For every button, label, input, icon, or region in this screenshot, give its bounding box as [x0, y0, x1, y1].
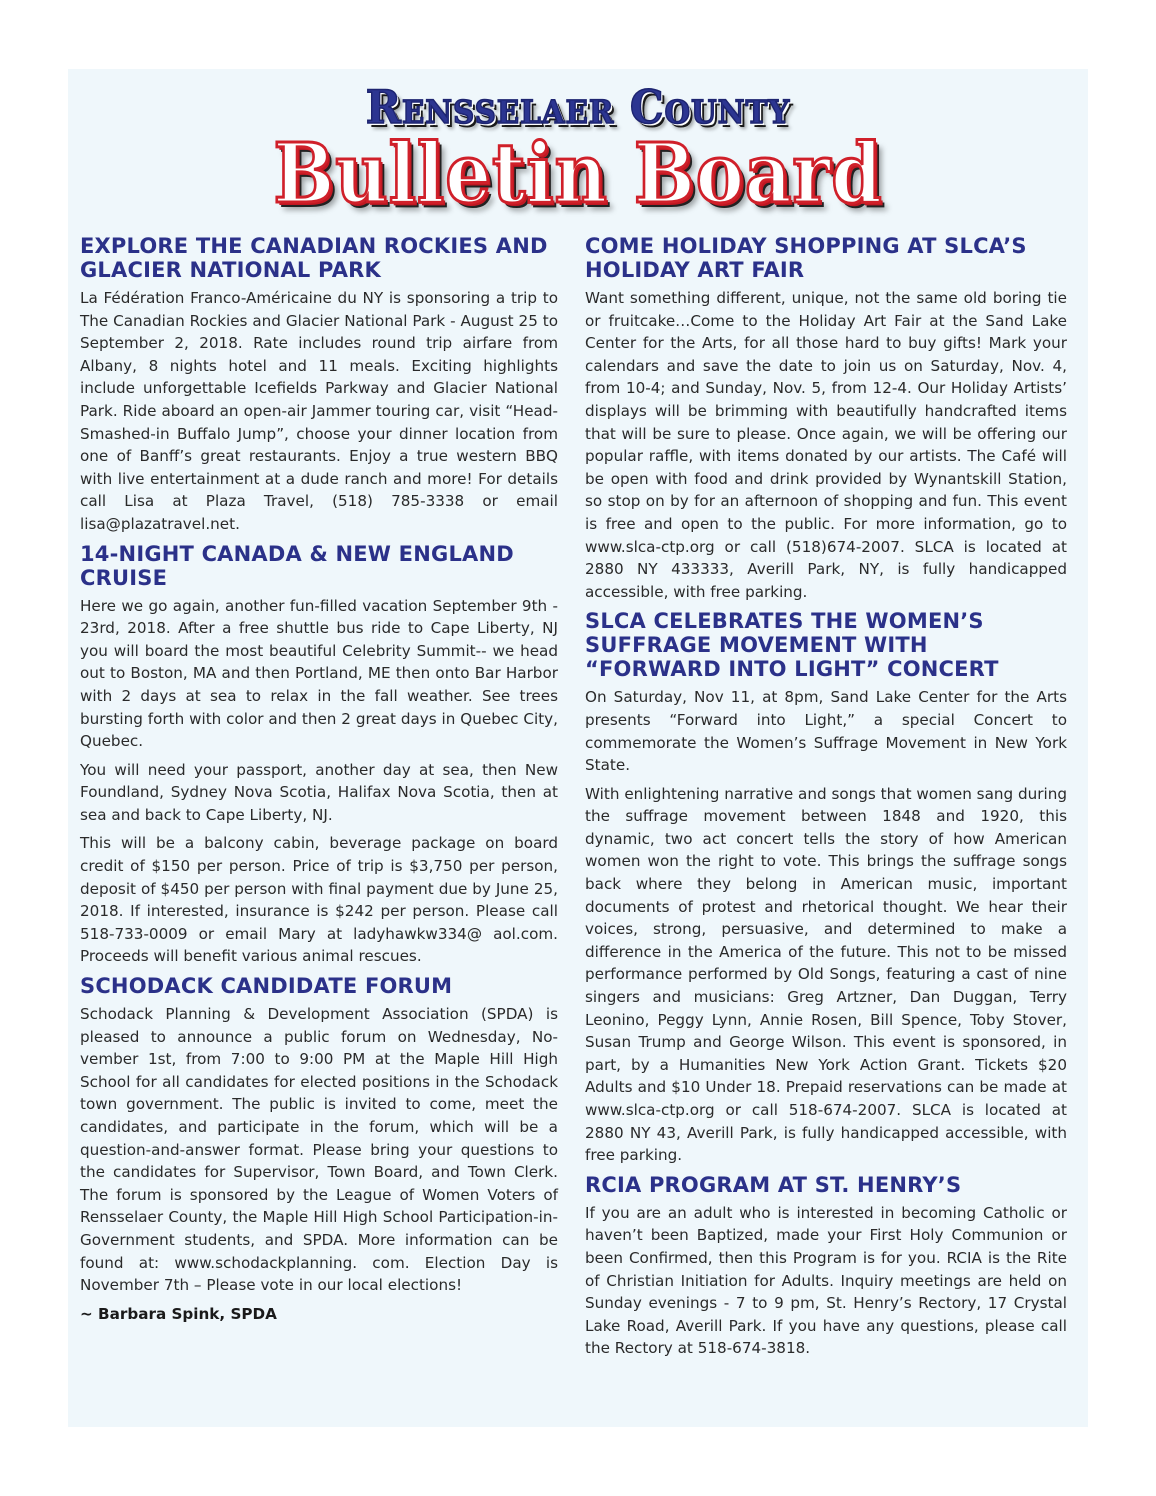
article-paragraph: Want something different, unique, not the same old boring tie or fruitcake…Come to the Holiday Art Fair at the Sand Lake Center for the Arts, for all those hard to buy gifts! Mark your calendars and save the date to join us on Saturday, Nov. 4, from 10-4; and Sunday, Nov. 5, from 12-4. Our Holiday Artists’ displays will be brimming with beautifully handcrafted items that will be sure to please. Once again, we will be offering our popular raffle, with items donated by our artists. The Café will be open with food and drink provided by Wynantskill Station, so stop on by for an afternoon of shopping and fun. This event is free and open to the public. For more information, go to www.slca-ctp.org or call (518)674-2007. SLCA is located at 2880 NY 433333, Averill Park, NY, is fully handicapped accessible, with free parking.	[585, 289, 1067, 601]
article-signature: ~ Barbara Spink, SPDA	[80, 1304, 277, 1323]
bulletin-board-panel	[68, 69, 1088, 1427]
left-column	[80, 234, 558, 1331]
right-column	[585, 234, 1067, 1366]
article-heading: COME HOLIDAY SHOPPING AT SLCA’S HOLIDAY ART FAIR	[585, 234, 1027, 282]
article-heading: EXPLORE THE CANADIAN ROCKIES AND GLACIER NATIONAL PARK	[80, 234, 548, 282]
article-suffrage-concert	[585, 609, 1067, 1166]
article-rcia-program	[585, 1173, 1067, 1360]
article-paragraph: With enlightening narrative and songs that women sang during the suffrage movement between 1848 and 1920, this dynamic, two act concert tells the story of how American women won the right to vote. This brings the suffrage songs back where they belong in American music, important documents of protest and rhetorical thought. We hear their voices, strong, persuasive, and determined to make a difference in the America of the future. This not to be missed performance performed by Old Songs, featuring a cast of nine singers and musicians: Greg Artzner, Dan Duggan, Terry Leonino, Peggy Lynn, Annie Rosen, Bill Spence, Toby Stover, Susan Trump and George Wilson. This event is sponsored, in part, by a Humanities New York Action Grant. Tickets $20 Adults and $10 Under 18. Prepaid reservations can be made at www.slca-ctp.org or call 518-674-2007. SLCA is located at 2880 NY 43, Averill Park, is fully handicapped accessible, with free parking.	[585, 784, 1067, 1165]
masthead-county-title: Rensselaer County	[365, 80, 791, 134]
article-heading: SCHODACK CANDIDATE FORUM	[80, 974, 453, 999]
article-paragraph: On Saturday, Nov 11, at 8pm, Sand Lake Center for the Arts presents “Forward into Light,” a special Concert to commemorate the Women’s Suffrage Movement in New York State.	[585, 688, 1067, 775]
article-paragraph: La Fédération Franco-Américaine du NY is sponsoring a trip to The Canadian Rockies and Glacier National Park - August 25 to September 2, 2018. Rate includes round trip airfare from Albany, 8 nights hotel and 11 meals. Exciting highlights include unforgettable Icefields Parkway and Glacier National Park. Ride aboard an open-air Jammer touring car, visit “Head-Smashed-in Buffalo Jump”, choose your dinner location from one of Banff’s great restaurants. Enjoy a true western BBQ with live entertainment at a dude ranch and more! For details call Lisa at Plaza Travel, (518) 785-3338 or email lisa@plazatravel.net.	[80, 289, 558, 533]
article-canadian-rockies	[80, 234, 558, 536]
article-paragraph: Schodack Planning & Development Association (SPDA) is pleased to announce a public forum on Wednesday, November 1st, from 7:00 to 9:00 PM at the Maple Hill High School for all candidates for elected positions in the Schodack town government. The public is invited to come, meet the candidates, and participate in the forum, which will be a question-and-answer format. Please bring your questions to the candidates for Supervisor, Town Board, and Town Clerk. The forum is sponsored by the League of Women Voters of Rensselaer County, the Maple Hill High School Participation-in-Government students, and SPDA. More information can be found at: www.schodackplanning. com. Election Day is November 7th – Please vote in our local elections!	[80, 1005, 558, 1295]
article-paragraph: You will need your passport, another day at sea, then New Foundland, Sydney Nova Scotia, Halifax Nova Scotia, then at sea and back to Cape Liberty, NJ.	[80, 760, 558, 824]
article-heading: SLCA CELEBRATES THE WOMEN’S SUFFRAGE MOVEMENT WITH “FORWARD INTO LIGHT” CONCERT	[585, 609, 999, 682]
article-canada-cruise	[80, 542, 558, 969]
masthead-bulletin-board-title: Bulletin Board	[273, 126, 883, 222]
masthead	[68, 79, 1088, 229]
article-heading: 14-NIGHT CANADA & NEW ENGLAND CRUISE	[80, 541, 514, 590]
article-paragraph: Here we go again, another fun-filled vacation September 9th - 23rd, 2018. After a free shuttle bus ride to Cape Liberty, NJ you will board the most beautiful Celebrity Summit-- we head out to Boston, MA and then Portland, ME then onto Bar Harbor with 2 days at sea to relax in the fall weather. See trees bursting forth with color and then 2 great days in Quebec City, Quebec.	[80, 596, 558, 751]
article-holiday-art-fair	[585, 234, 1067, 603]
article-paragraph: If you are an adult who is interested in becoming Catholic or haven’t been Baptized, made your First Holy Communion or been Confirmed, then this Program is for you. RCIA is the Rite of Christian Initiation for Adults. Inquiry meetings are held on Sunday evenings - 7 to 9 pm, St. Henry’s Rectory, 17 Crystal Lake Road, Averill Park. If you have any questions, please call the Rectory at 518-674-3818.	[585, 1203, 1067, 1358]
article-paragraph: This will be a balcony cabin, beverage package on board credit of $150 per person. Price of trip is $3,750 per person, deposit of $450 per person with final payment due by June 25, 2018. If interested, insurance is $242 per person. Please call 518-733-0009 or email Mary at ladyhawkw334@ aol.com. Proceeds will benefit various animal rescues.	[80, 834, 558, 966]
article-schodack-forum	[80, 974, 558, 1325]
article-heading: RCIA PROGRAM AT ST. HENRY’S	[585, 1172, 962, 1197]
